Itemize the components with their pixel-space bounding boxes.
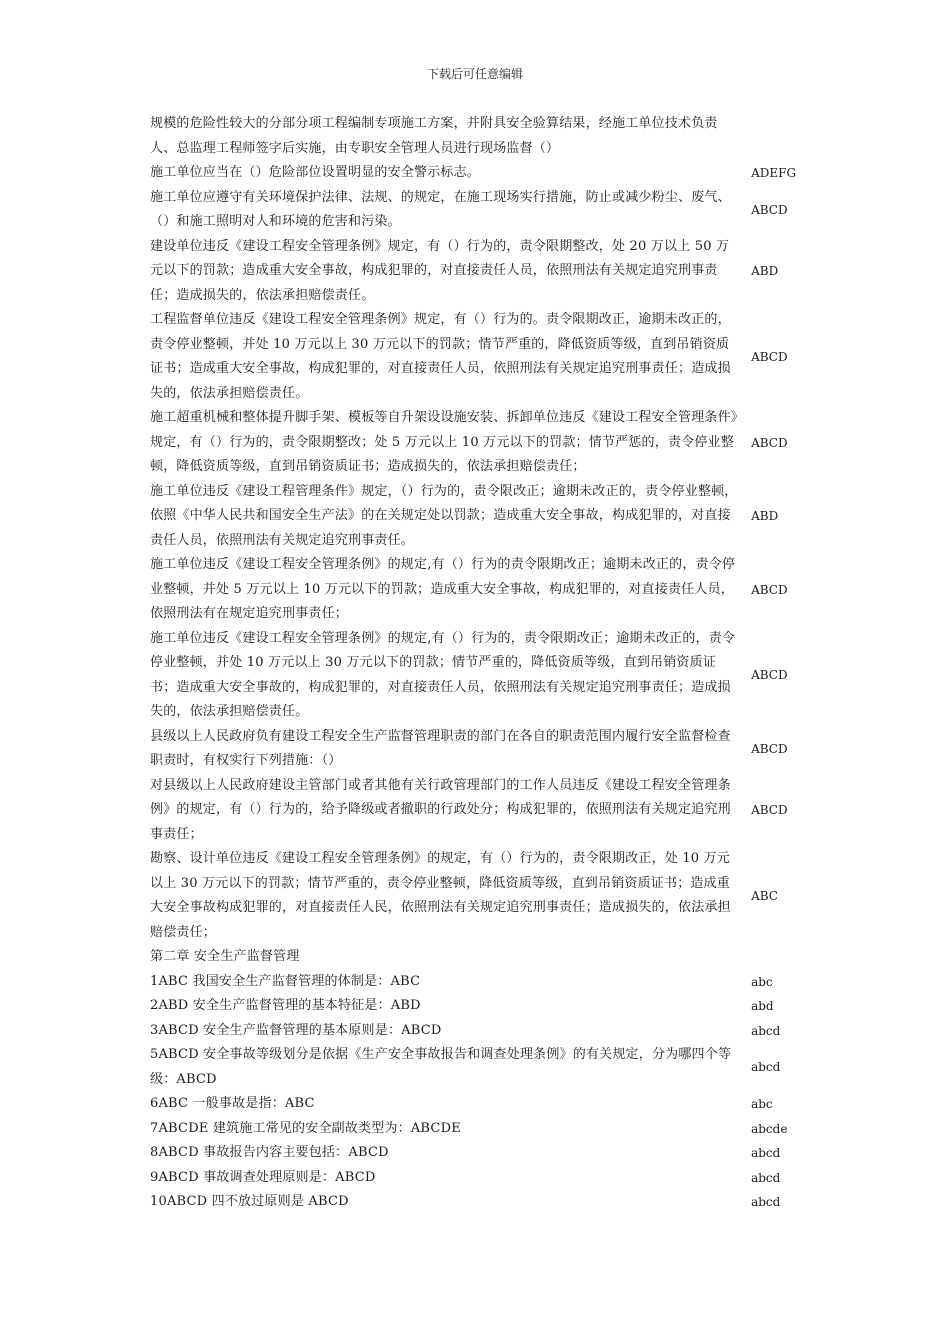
answer-text: ABCD: [751, 202, 788, 217]
answer-text: abd: [751, 999, 774, 1013]
chapter-heading: [150, 945, 810, 970]
answer-text: ABCD: [751, 582, 788, 597]
answer-text: ABC: [751, 888, 778, 903]
question-text: 县级以上人民政府负有建设工程安全生产监督管理职责的部门在各自的职责范围内履行安全监督检查职责时，有权实行下列措施：（）: [150, 728, 731, 768]
list-item: [150, 1141, 810, 1166]
list-item: [150, 235, 810, 309]
answer-text: abcd: [751, 1170, 781, 1185]
question-text: 施工单位违反《建设工程管理条件》规定，（）行为的，责令限改正；逾期未改正的，责令停业整顿，依照《中华人民共和国安全生产法》的在关规定处以罚款；造成重大安全事故，构成犯罪的，对直接责任人员，依照刑法有关规定追究刑事责任。: [150, 483, 738, 548]
answer-text: abcde: [751, 1121, 788, 1136]
chapter-title: 第二章 安全生产监督管理: [150, 949, 300, 964]
answer-text: ABCD: [751, 435, 788, 450]
answer-text: abcd: [751, 1023, 781, 1038]
question-text: 对县级以上人民政府建设主管部门或者其他有关行政管理部门的工作人员违反《建设工程安全管理条例》的规定，有（）行为的，给予降级或者撤职的行政处分；构成犯罪的，依照刑法有关规定追究刑事责任；: [150, 777, 731, 842]
question-text: 5ABCD 安全事故等级划分是依据《生产安全事故报告和调查处理条例》的有关规定，分为哪四个等级：ABCD: [150, 1047, 732, 1087]
list-item: [150, 970, 810, 995]
answer-text: ABCD: [751, 803, 788, 817]
answer-text: ABCD: [751, 349, 788, 364]
answer-text: ADEFG: [751, 166, 797, 180]
question-text: 8ABCD 事故报告内容主要包括：ABCD: [150, 1145, 389, 1160]
list-item: [150, 1092, 810, 1117]
list-item: [150, 725, 810, 774]
answer-text: abcd: [751, 1146, 781, 1160]
question-text: 工程监督单位违反《建设工程安全管理条例》规定，有（）行为的。责令限期改正，逾期未改正的，责令停业整顿，并处 10 万元以上 30 万元以下的罚款；情节严重的，降低资质等级，直到吊销资质证书；造成重大安全事故，构成犯罪的，对直接责任人员，依照刑法有关规定追究刑事责任；造成损失的，依法承担赔偿责任。: [150, 312, 731, 401]
answer-text: ABD: [751, 264, 779, 278]
list-item: [150, 774, 810, 848]
question-text: 9ABCD 事故调查处理原则是：ABCD: [150, 1169, 376, 1185]
question-text: 1ABC 我国安全生产监督管理的体制是：ABC: [150, 973, 421, 989]
question-text: 3ABCD 安全生产监督管理的基本原则是：ABCD: [150, 1022, 442, 1038]
list-item: [150, 627, 810, 725]
question-text: 施工单位违反《建设工程安全管理条例》的规定,有（）行为的，责令限期改正；逾期未改正的，责令停业整顿，并处 10 万元以上 30 万元以下的罚款；情节严重的，降低资质等级，直到吊销资质证书；造成重大安全事故的，构成犯罪的，对直接责任人员，依照刑法有关规定追究刑事责任；造成损失的，依法承担赔偿责任。: [150, 630, 736, 719]
list-item: [150, 847, 810, 945]
page-header: 下载后可任意编辑: [426, 67, 523, 81]
list-item: [150, 406, 810, 480]
question-text: 6ABC 一般事故是指：ABC: [150, 1096, 315, 1111]
answer-text: ABCD: [751, 668, 788, 683]
answer-text: abcd: [751, 1195, 781, 1209]
list-item: [150, 480, 810, 554]
question-text: 规模的危险性较大的分部分项工程编制专项施工方案，并附具安全验算结果，经施工单位技术负责人、总监理工程师签字后实施，由专职安全管理人员进行现场监督（）: [150, 116, 718, 156]
list-item: [150, 1190, 810, 1215]
question-text: 施工单位违反《建设工程安全管理条例》的规定,有（）行为的责令限期改正；逾期未改正的，责令停业整顿，并处 5 万元以上 10 万元以下的罚款；造成重大安全事故，构成犯罪的，对直接责任人员，依照刑法有在规定追究刑事责任；: [150, 557, 736, 621]
question-text: 勘察、设计单位违反《建设工程安全管理条例》的规定，有（）行为的，责令限期改正，处 10 万元以上 30 万元以下的罚款；情节严重的，责令停业整顿，降低资质等级，直到吊销资质证书；造成重大安全事故构成犯罪的，对直接责任人民，依照刑法有关规定追究刑事责任；造成损失的，依法承担赔偿责任；: [150, 851, 731, 940]
answer-text: abc: [751, 974, 773, 989]
question-text: 建设单位违反《建设工程安全管理条例》规定，有（）行为的，责令限期整改，处 20 万以上 50 万元以下的罚款；造成重大安全事故，构成犯罪的，对直接责任人员，依照刑法有关规定追究刑事责任；造成损失的，依法承担赔偿责任。: [150, 238, 730, 303]
list-item: [150, 1019, 810, 1044]
answer-text: ABCD: [751, 741, 788, 756]
question-text: 7ABCDE 建筑施工常见的安全副故类型为：ABCDE: [150, 1120, 461, 1136]
list-item: [150, 1117, 810, 1142]
question-text: 2ABD 安全生产监督管理的基本特征是：ABD: [150, 998, 421, 1013]
list-item: [150, 994, 810, 1019]
list-item: [150, 1166, 810, 1191]
question-text: 施工单位应遵守有关环境保护法律、法规、的规定，在施工现场实行措施，防止或减少粉尘、废气、（）和施工照明对人和环境的危害和污染。: [150, 189, 731, 229]
list-item: [150, 161, 810, 186]
list-item: [150, 553, 810, 627]
answer-text: abcd: [751, 1060, 781, 1075]
question-text: 施工单位应当在（）危险部位设置明显的安全警示标志。: [150, 165, 481, 180]
answer-text: ABD: [751, 509, 779, 523]
question-text: 10ABCD 四不放过原则是 ABCD: [150, 1194, 349, 1209]
question-text: 施工超重机械和整体提升脚手架、模板等自升架设设施安装、拆卸单位违反《建设工程安全管理条件》规定，有（）行为的，责令限期整改；处 5 万元以上 10 万元以下的罚款；情节严惩的，责令停业整顿，降低资质等级，直到吊销资质证书；造成损失的，依法承担赔偿责任；: [150, 410, 738, 474]
question-list: [150, 112, 810, 1215]
list-item: [150, 112, 810, 161]
list-item: [150, 1043, 810, 1092]
list-item: [150, 308, 810, 406]
list-item: [150, 186, 810, 235]
answer-text: abc: [751, 1097, 773, 1111]
